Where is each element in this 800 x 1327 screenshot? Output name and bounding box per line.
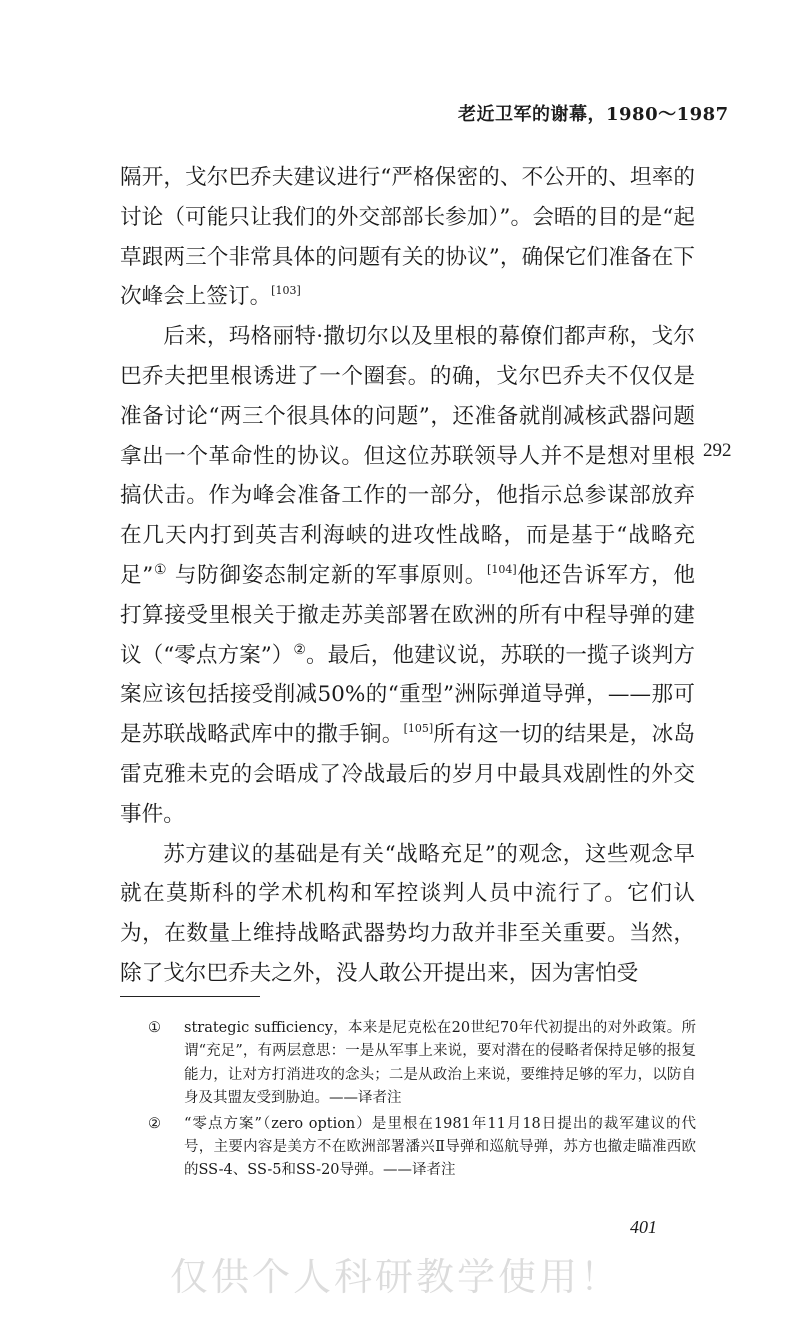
paragraph-1 xyxy=(120,158,695,317)
citation-104: [104] xyxy=(487,562,517,576)
paragraph-text: 苏方建议的基础是有关“战略充足”的观念，这些观念早就在莫斯科的学术机构和军控谈判人员中流行了。它们认为，在数量上维持战略武器势均力敌并非至关重要。当然，除了戈尔巴乔夫之外，没人敢公开提出来，因为害怕受 xyxy=(120,841,695,986)
footnote-text: “零点方案”（zero option）是里根在1981年11月18日提出的裁军建议的代号，主要内容是美方不在欧洲部署潘兴Ⅱ导弹和巡航导弹，苏方也撤走瞄准西欧的SS-4、SS-5和SS-20导弹。——译者注 xyxy=(184,1115,696,1179)
body-text xyxy=(120,158,695,994)
watermark: 仅供个人科研教学使用！ xyxy=(170,1255,622,1299)
footnote-text: strategic sufficiency，本来是尼克松在20世纪70年代初提出的对外政策。所谓“充足”，有两层意思：一是从军事上来说，要对潜在的侵略者保持足够的报复能力，让对方打消进攻的念头；二是从政治上来说，要维持足够的军力，以防自身及其盟友受到胁迫。——译者注 xyxy=(184,1020,696,1107)
footnote-2 xyxy=(148,1113,696,1183)
paragraph-text: 所有这一切的结果是，冰岛雷克雅未克的会晤成了冷战最后的岁月中最具戏剧性的外交事件。 xyxy=(120,722,695,827)
footnote-ref-1[interactable]: ① xyxy=(153,561,168,578)
footnote-number: ② xyxy=(148,1115,161,1132)
paragraph-2 xyxy=(120,317,695,834)
footnote-1 xyxy=(148,1017,696,1111)
paragraph-text: 后来，玛格丽特·撒切尔以及里根的幕僚们都声称，戈尔巴乔夫把里根诱进了一个圈套。的确，戈尔巴乔夫不仅仅是准备讨论“两三个很具体的问题”，还准备就削减核武器问题拿出一个革命性的协议。但这位苏联领导人并不是想对里根搞伏击。作为峰会准备工作的一部分，他指示总参谋部放弃在几天内打到英吉利海峡的进攻性战略，而是基于“战略充足” xyxy=(120,324,695,588)
footnote-ref-2[interactable]: ② xyxy=(293,641,306,658)
paragraph-text: 隔开，戈尔巴乔夫建议进行“严格保密的、不公开的、坦率的讨论（可能只让我们的外交部部长参加）”。会晤的目的是“起草跟两三个非常具体的问题有关的协议”，确保它们准备在下次峰会上签订。 xyxy=(120,165,695,310)
footnote-divider xyxy=(120,996,260,997)
citation-105: [105] xyxy=(403,722,434,736)
running-head: 老近卫军的谢幕，1980～1987 xyxy=(458,104,729,125)
margin-page-number: 292 xyxy=(703,440,732,461)
paragraph-text: 与防御姿态制定新的军事原则。 xyxy=(167,562,488,588)
paragraph-text: 他还告诉军方，他打算接受里根关于撤走苏美部署在欧洲的所有中程导弹的建议（“零点方案”） xyxy=(120,562,695,668)
page-number: 401 xyxy=(630,1217,657,1237)
footnotes xyxy=(148,1017,696,1185)
paragraph-3 xyxy=(120,835,695,994)
paragraph-text: 。最后，他建议说，苏联的一揽子谈判方案应该包括接受削减50%的“重型”洲际弹道导弹，——那可是苏联战略武库中的撒手锏。 xyxy=(120,642,695,748)
footnote-number: ① xyxy=(148,1020,161,1036)
citation-103: [103] xyxy=(271,284,301,298)
